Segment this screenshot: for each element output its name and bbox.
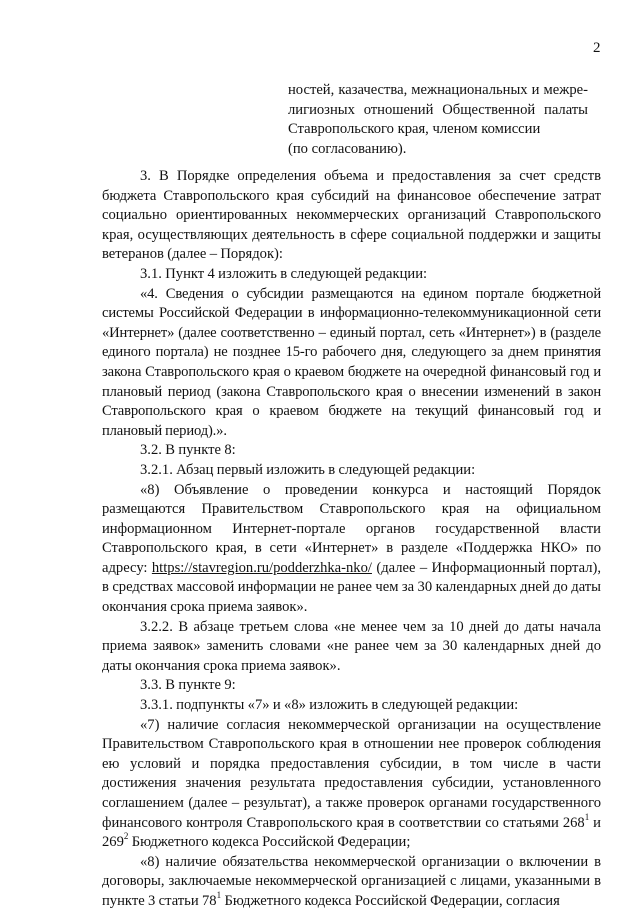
paragraph-subpoint-8 — [102, 853, 601, 912]
subpoint-7-mid: и 269 — [102, 814, 601, 851]
paragraph-3: 3. В Порядке определения объема и предоставления за счет средств бюджета Ставропольского края субсидий на финансовое обеспечение затрат социально ориентированных некоммерческих организаций Ставропольского края, осуществляющих деятельность в сфере социальной поддержки и защиты ветеранов (далее – Порядок): — [102, 168, 601, 263]
point-8-text-start: «8) Объявление о проведении конкурса и настоящий Порядок размещаются Правительством Ставропольского края на официальном информационном Интернет-портале органов государственной власти Ставропольского края, в сети «Интернет» в разделе «Поддержка НКО» по адресу: — [102, 481, 601, 576]
commission-line: Ставропольского края, членом комиссии — [288, 121, 541, 138]
paragraph-subpoint-7 — [102, 716, 601, 853]
subpoint-8-end: Бюджетного кодекса Российской Федерации, согласия — [221, 892, 560, 909]
superscript: 1 — [216, 890, 222, 901]
point-8-text-end: (далее – Информационный портал), в средствах массовой информации не ранее чем за 30 календарных дней до даты окончания срока приема заявок». — [102, 559, 601, 616]
commission-line: (по согласованию). — [288, 140, 407, 157]
paragraph-3-2-1: 3.2.1. Абзац первый изложить в следующей редакции: — [140, 461, 476, 478]
subpoint-7-end: Бюджетного кодекса Российской Федерации; — [128, 834, 411, 851]
paragraph-point-4-text: «4. Сведения о субсидии размещаются на едином портале бюджетной системы Российской Федерации в информационно-телекоммуникационной сети «Интернет» (далее соответственно – единый портал, сеть «Интернет») в (разделе единого портала) не позднее 15-го рабочего дня, следующего за днем принятия закона Ставропольского края о краевом бюджете на очередной финансовый год и плановый период (закона Ставропольского края о внесении изменений в закон Ставропольского края о краевом бюджете на текущий финансовый год и плановый период).». — [102, 285, 601, 439]
subpoint-8-text: «8) наличие обязательства некоммерческой организации о включении в договоры, заключаемые некоммерческой организацией с лицами, указанными в пункте 3 статьи 78 — [102, 853, 601, 909]
superscript: 1 — [584, 811, 590, 822]
paragraph-3-1: 3.1. Пункт 4 изложить в следующей редакции: — [140, 265, 428, 282]
paragraph-3-3: 3.3. В пункте 9: — [140, 677, 236, 694]
paragraph-3-3-1: 3.3.1. подпункты «7» и «8» изложить в следующей редакции: — [140, 697, 519, 714]
document-body — [102, 167, 601, 912]
paragraph-3-2: 3.2. В пункте 8: — [140, 442, 236, 459]
paragraph-point-8-text — [102, 481, 601, 618]
page-number: 2 — [593, 40, 601, 56]
subpoint-7-text: «7) наличие согласия некоммерческой организации на осуществление Правительством Ставропольского края в отношении нее проверок соблюдения ею условий и порядка предоставления субсидии, в том числе в части достижения значения результата предоставления субсидии, установленного соглашением (далее – результат), а также проверок органами государственного финансового контроля Ставропольского края в соответствии со статьями 268 — [102, 716, 601, 831]
commission-line: ностей, казачества, межнациональных и межре- — [288, 82, 588, 98]
paragraph-3-2-2: 3.2.2. В абзаце третьем слова «не менее чем за 10 дней до даты начала приема заявок» заменить словами «не ранее чем за 30 календарных дней до даты окончания срока приема заявок». — [102, 618, 601, 674]
superscript: 2 — [123, 831, 129, 842]
commission-line: лигиозных отношений Общественной палаты — [288, 101, 588, 118]
commission-member-block — [288, 81, 588, 159]
nko-support-link[interactable]: https://stavregion.ru/podderzhka-nko/ — [151, 559, 372, 576]
